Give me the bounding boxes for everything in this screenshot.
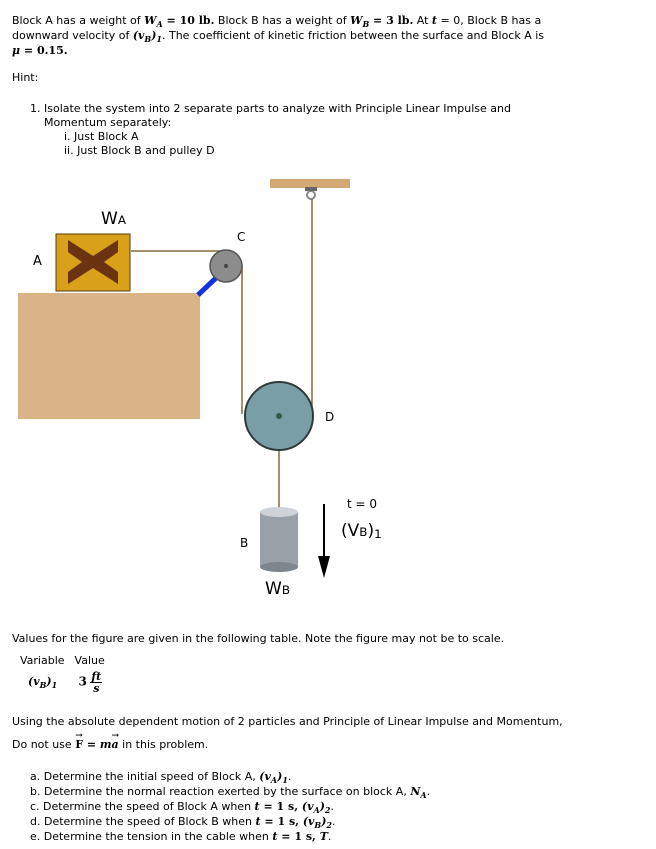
velocity-arrow-head bbox=[318, 556, 330, 578]
block-a bbox=[56, 234, 130, 291]
table-cell-variable: $(v_B)_1$ bbox=[28, 674, 58, 690]
hint-label: Hint: bbox=[12, 71, 39, 84]
wa-symbol: $W_A$ bbox=[144, 14, 163, 29]
label-b: B bbox=[240, 536, 249, 550]
values-table bbox=[20, 654, 115, 697]
label-a: A bbox=[33, 254, 42, 269]
table-header-value: Value bbox=[74, 654, 105, 667]
block-a-marking bbox=[68, 240, 118, 284]
pulley-d bbox=[245, 382, 313, 450]
vb1-symbol: $(v_B)_1$ bbox=[132, 29, 162, 44]
table-header-variable: Variable bbox=[20, 654, 65, 667]
hint-item-1-cont: Momentum separately: bbox=[44, 116, 172, 129]
table-cell-value: 3 $\frac{ft}{s}$ bbox=[78, 669, 102, 695]
pulley-d-axle bbox=[276, 413, 282, 419]
instructions-line-1: Using the absolute dependent motion of 2 particles and Principle of Linear Impulse and Momentum, bbox=[12, 715, 563, 728]
hint-sub-ii: ii. Just Block B and pulley D bbox=[64, 144, 215, 157]
values-note: Values for the figure are given in the following table. Note the figure may not be to scale. bbox=[12, 632, 505, 645]
label-vb1: (VB)1 bbox=[341, 521, 382, 541]
problem-line-2: downward velocity of $(v_B)_1$. The coefficient of kinetic friction between the surface and Block A is bbox=[12, 29, 545, 44]
label-t0: t = 0 bbox=[347, 497, 378, 511]
table-header-row bbox=[20, 654, 115, 667]
unit-fraction: $\frac{ft}{s}$ bbox=[91, 669, 102, 695]
block-b-top bbox=[260, 507, 298, 517]
wb-symbol: $W_B$ bbox=[350, 14, 370, 29]
pulley-c bbox=[210, 250, 242, 282]
label-wb: WB bbox=[265, 579, 290, 599]
problem-line-1: Block A has a weight of $W_A = 10$ lb. Block B has a weight of $W_B = 3$ lb. At t = 0, Block B has a bbox=[12, 14, 542, 29]
table-row bbox=[20, 667, 115, 697]
ceiling-support bbox=[270, 179, 350, 188]
problem-line-3: μ = 0.15. bbox=[12, 44, 68, 57]
question-a: a. Determine the initial speed of Block A, $(v_A)_1$. bbox=[30, 770, 292, 785]
hint-item-1: 1. Isolate the system into 2 separate parts to analyze with Principle Linear Impulse and bbox=[30, 102, 511, 115]
question-e: e. Determine the tension in the cable when t = 1 s, T. bbox=[30, 830, 332, 843]
block-b-bottom bbox=[260, 562, 298, 572]
pulley-c-axle bbox=[224, 264, 228, 268]
block-b bbox=[260, 512, 298, 567]
ground-surface bbox=[18, 293, 200, 419]
label-c: C bbox=[237, 230, 246, 244]
question-b: b. Determine the normal reaction exerted by the surface on block A, $N_A$. bbox=[30, 785, 431, 800]
hook-mount bbox=[305, 187, 317, 191]
pulley-c-arm bbox=[198, 259, 236, 295]
label-d: D bbox=[325, 410, 335, 424]
question-c: c. Determine the speed of Block A when t = 1 s, $(v_A)_2$. bbox=[30, 800, 334, 815]
instructions-line-2: Do not use → F = m→ a in this problem. bbox=[12, 738, 208, 752]
question-d: d. Determine the speed of Block B when t = 1 s, $(v_B)_2$. bbox=[30, 815, 336, 830]
label-wa: WA bbox=[101, 209, 126, 229]
ceiling-hook bbox=[307, 191, 315, 199]
hint-sub-i: i. Just Block A bbox=[64, 130, 139, 143]
